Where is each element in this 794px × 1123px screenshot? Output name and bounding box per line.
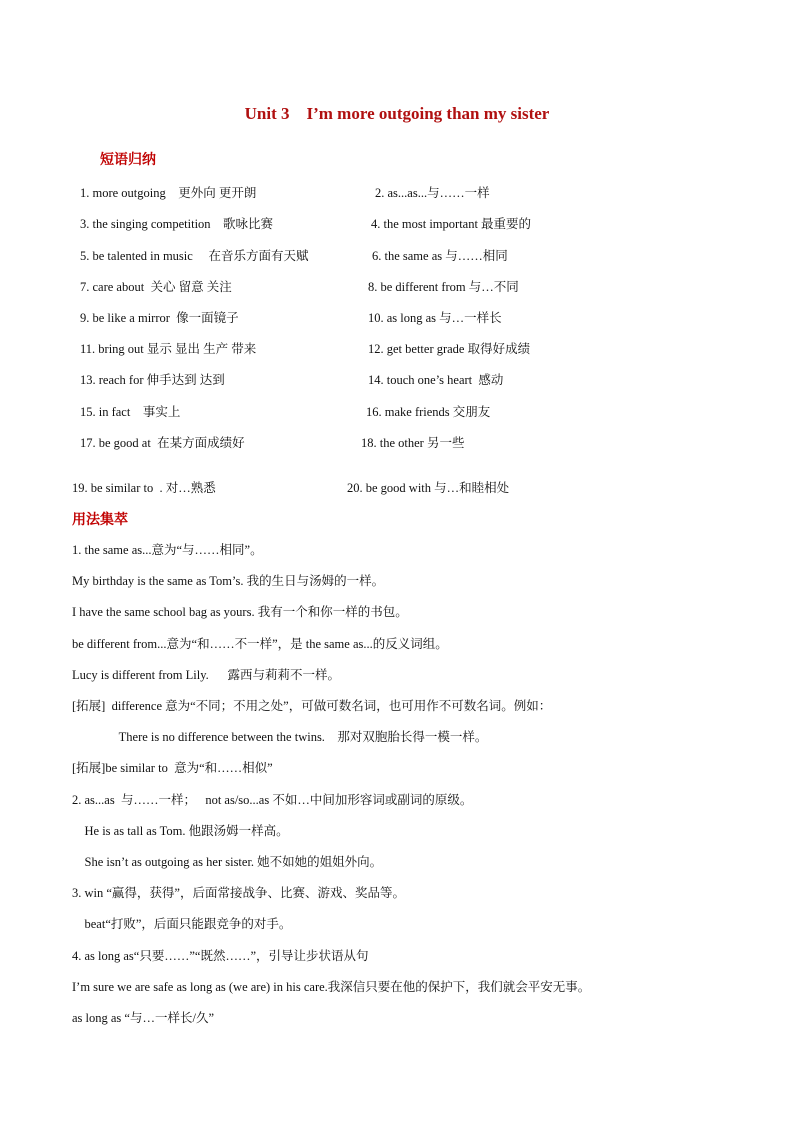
phrase-item: 7. care about 关心 留意 关注 <box>80 280 232 294</box>
usage-line: He is as tall as Tom. 他跟汤姆一样高。 <box>72 824 289 838</box>
page-title: Unit 3 I’m more outgoing than my sister <box>244 104 550 123</box>
phrase-item: 6. the same as 与……相同 <box>372 249 508 263</box>
usage-line: 1. the same as...意为“与……相同”。 <box>72 543 263 557</box>
usage-line: [拓展]be similar to 意为“和……相似” <box>72 761 273 775</box>
phrase-item: 2. as...as...与……一样 <box>375 186 490 200</box>
usage-line: 2. as...as 与……一样； not as/so...as 不如…中间加形容词或副词的原级。 <box>72 793 473 807</box>
phrase-item: 12. get better grade 取得好成绩 <box>368 342 531 356</box>
phrase-item: 8. be different from 与…不同 <box>368 280 519 294</box>
usage-line: as long as “与…一样长/久” <box>72 1011 214 1025</box>
phrase-item: 15. in fact 事实上 <box>80 405 181 419</box>
phrase-item: 9. be like a mirror 像一面镜子 <box>80 311 239 325</box>
usage-line: I have the same school bag as yours. 我有一个和你一样的书包。 <box>72 605 408 619</box>
usage-line: be different from...意为“和……不一样”，是 the same as...的反义词组。 <box>72 637 448 651</box>
phrase-item: 4. the most important 最重要的 <box>371 217 532 231</box>
usage-line: My birthday is the same as Tom’s. 我的生日与汤姆的一样。 <box>72 574 385 588</box>
phrase-item: 19. be similar to . 对…熟悉 <box>72 481 216 495</box>
usage-line: There is no difference between the twins. 那对双胞胎长得一模一样。 <box>72 730 488 744</box>
usage-line: 4. as long as“只要……”“既然……”，引导让步状语从句 <box>72 949 369 963</box>
phrase-item: 5. be talented in music 在音乐方面有天赋 <box>80 249 309 263</box>
usage-line: She isn’t as outgoing as her sister. 她不如她的姐姐外向。 <box>72 855 383 869</box>
phrase-item: 14. touch one’s heart 感动 <box>368 373 504 387</box>
usage-line: beat“打败”，后面只能跟竞争的对手。 <box>72 917 292 931</box>
phrase-item: 13. reach for 伸手达到 达到 <box>80 373 225 387</box>
phrase-item: 16. make friends 交朋友 <box>366 405 491 419</box>
phrase-item: 11. bring out 显示 显出 生产 带来 <box>80 342 257 356</box>
phrase-item: 1. more outgoing 更外向 更开朗 <box>80 186 257 200</box>
usage-line: I’m sure we are safe as long as (we are) in his care.我深信只要在他的保护下，我们就会平安无事。 <box>72 980 591 994</box>
usage-line: [拓展] difference 意为“不同；不用之处”，可做可数名词，也可用作不可数名词。例如： <box>72 699 552 713</box>
usage-line: Lucy is different from Lily. 露西与莉莉不一样。 <box>72 668 341 682</box>
phrase-item: 20. be good with 与…和睦相处 <box>347 481 510 495</box>
phrase-item: 10. as long as 与…一样长 <box>368 311 502 325</box>
usage-line: 3. win “赢得，获得”，后面常接战争、比赛、游戏、奖品等。 <box>72 886 405 900</box>
phrase-item: 3. the singing competition 歌咏比赛 <box>80 217 274 231</box>
phrase-item: 17. be good at 在某方面成绩好 <box>80 436 245 450</box>
section-heading-phrases: 短语归纳 <box>100 152 156 168</box>
section-heading-usage: 用法集萃 <box>72 512 128 528</box>
phrase-item: 18. the other 另一些 <box>361 436 465 450</box>
